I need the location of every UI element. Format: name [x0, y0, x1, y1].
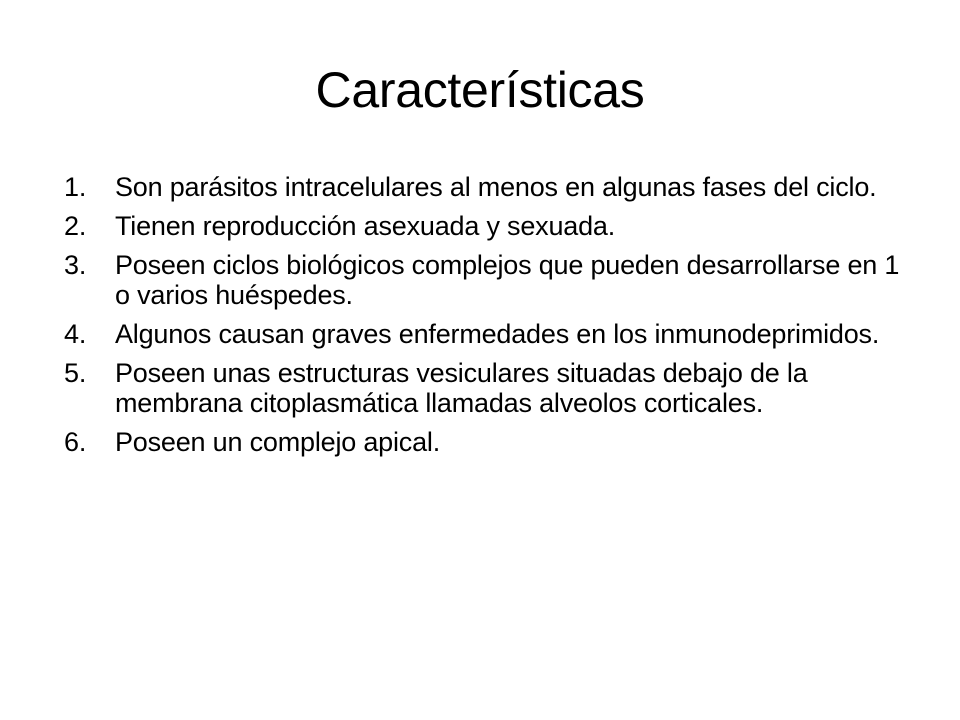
item-number: 1. [64, 172, 87, 202]
item-number: 5. [64, 358, 87, 388]
item-text: Poseen un complejo apical. [115, 427, 441, 457]
content-list [0, 172, 900, 466]
list-item [0, 250, 900, 310]
item-text: Tienen reproducción asexuada y sexuada. [115, 211, 616, 241]
item-text: Algunos causan graves enfermedades en los inmunodeprimidos. [115, 319, 880, 349]
item-number: 4. [64, 319, 87, 349]
item-number: 3. [64, 250, 87, 280]
list-item [0, 319, 900, 349]
item-text: Poseen ciclos biológicos complejos que pueden desarrollarse en 1 o varios huéspedes. [115, 250, 900, 310]
list-item [0, 427, 900, 457]
item-number: 6. [64, 427, 87, 457]
item-number: 2. [64, 211, 87, 241]
slide-title: Características [315, 62, 645, 118]
list-item [0, 211, 900, 241]
list-item [0, 358, 900, 418]
item-text: Poseen unas estructuras vesiculares situadas debajo de la membrana citoplasmática llamadas alveolos corticales. [115, 358, 808, 418]
list-item [0, 172, 900, 202]
item-text: Son parásitos intracelulares al menos en algunas fases del ciclo. [115, 172, 877, 202]
